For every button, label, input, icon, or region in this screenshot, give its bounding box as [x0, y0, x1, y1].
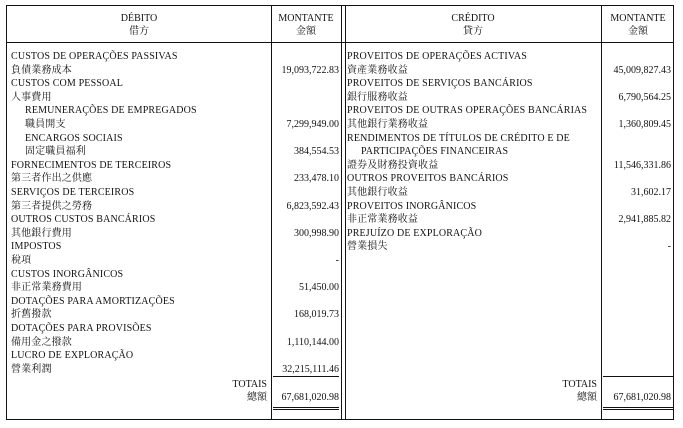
- credit-row-label: PREJUÍZO DE EXPLORAÇÃO: [347, 227, 482, 239]
- account-table: [6, 5, 674, 420]
- debit-row-label: CUSTOS COM PESSOAL: [11, 78, 123, 90]
- debit-row-amount: -: [335, 255, 339, 266]
- debit-totals-label-pt: TOTAIS: [232, 379, 267, 390]
- credit-row-amount: 45,009,827.43: [613, 64, 671, 76]
- credit-amount-header: [601, 12, 675, 38]
- debit-double-rule-1: [273, 407, 339, 408]
- debit-row-label: DOTAÇÕES PARA AMORTIZAÇÕES: [11, 295, 175, 307]
- credit-row-label: RENDIMENTOS DE TÍTULOS DE CRÉDITO E DE: [347, 132, 570, 144]
- credit-double-rule-1: [603, 407, 673, 408]
- debit-total-rule: [273, 376, 339, 377]
- amount-header-zh: 金額: [628, 26, 648, 37]
- credit-header: [345, 12, 601, 38]
- header-rule: [7, 42, 673, 43]
- debit-row-label: CUSTOS INORGÂNICOS: [11, 268, 124, 280]
- debit-row-label: CUSTOS DE OPERAÇÕES PASSIVAS: [11, 51, 178, 62]
- debit-row-amount: 233,478.10: [294, 173, 339, 185]
- credit-row-amount: 1,360,809.45: [618, 119, 671, 130]
- credit-row-amount: 31,602.17: [631, 187, 671, 198]
- credit-double-rule-2: [603, 409, 673, 410]
- debit-total-value: 67,681,020.98: [281, 392, 339, 403]
- debit-header: [7, 12, 271, 38]
- debit-header-zh: 借方: [129, 26, 149, 37]
- debit-amount-header: [271, 12, 341, 38]
- debit-row-label: ENCARGOS SOCIAIS: [25, 132, 123, 144]
- debit-row-label: IMPOSTOS: [11, 241, 62, 253]
- debit-row-amount: 6,823,592.43: [286, 200, 339, 212]
- credit-totals-label-zh: 總額: [577, 392, 597, 403]
- column-divider: [271, 6, 272, 419]
- amount-header-pt: MONTANTE: [610, 13, 666, 24]
- debit-row-amount: 1,110,144.00: [286, 336, 339, 348]
- credit-header-pt: CRÉDITO: [451, 13, 495, 24]
- debit-row-label: 固定職員福利: [25, 146, 86, 158]
- credit-row-amount: -: [667, 241, 671, 253]
- credit-row-label: PARTICIPAÇÕES FINANCEIRAS: [361, 146, 509, 158]
- debit-row-amount: 384,554.53: [294, 146, 339, 158]
- credit-row-label: PROVEITOS INORGÂNICOS: [347, 200, 477, 212]
- debit-row-amount: 300,998.90: [294, 227, 339, 239]
- debit-row-label: DOTAÇÕES PARA PROVISÕES: [11, 323, 152, 334]
- credit-row-label: PROVEITOS DE OPERAÇÕES ACTIVAS: [347, 51, 527, 62]
- debit-row-label: 非正常業務費用: [11, 282, 83, 294]
- debit-row-label: SERVIÇOS DE TERCEIROS: [11, 187, 135, 198]
- credit-row-amount: 2,941,885.82: [618, 214, 671, 226]
- amount-header-pt: MONTANTE: [278, 13, 334, 24]
- debit-row-amount: 19,093,722.83: [281, 64, 339, 76]
- debit-row-label: 其他銀行費用: [11, 227, 72, 239]
- debit-totals-label-zh: 總額: [247, 392, 267, 403]
- debit-row-label: 人事費用: [11, 91, 52, 103]
- credit-row-label: 其他銀行收益: [347, 187, 408, 198]
- debit-row-amount: 168,019.73: [294, 309, 339, 321]
- column-divider: [341, 6, 342, 419]
- debit-row-label: 稅項: [11, 255, 32, 266]
- credit-row-label: OUTROS PROVEITOS BANCÁRIOS: [347, 173, 509, 185]
- credit-row-label: 資產業務收益: [347, 64, 408, 76]
- column-divider: [601, 6, 602, 419]
- debit-row-label: 折舊撥款: [11, 309, 52, 321]
- debit-row-label: FORNECIMENTOS DE TERCEIROS: [11, 159, 172, 171]
- credit-row-label: 非正常業務收益: [347, 214, 419, 226]
- debit-row-label: REMUNERAÇÕES DE EMPREGADOS: [25, 105, 197, 117]
- credit-row-label: 銀行服務收益: [347, 91, 408, 103]
- amount-header-zh: 金額: [296, 26, 316, 37]
- credit-row-label: 營業損失: [347, 241, 388, 253]
- debit-row-label: 第三者作出之供應: [11, 173, 93, 185]
- debit-row-label: 備用金之撥款: [11, 336, 72, 348]
- debit-row-label: 負債業務成本: [11, 64, 72, 76]
- debit-row-label: 職員開支: [25, 119, 66, 130]
- column-divider: [345, 6, 346, 419]
- credit-row-label: 證券及財務投資收益: [347, 159, 439, 171]
- debit-row-amount: 32,215,111.46: [282, 363, 339, 375]
- credit-row-label: 其他銀行業務收益: [347, 119, 429, 130]
- credit-totals-label-pt: TOTAIS: [562, 379, 597, 390]
- credit-total-rule: [603, 376, 673, 377]
- debit-row-amount: 51,450.00: [299, 282, 339, 294]
- debit-row-label: OUTROS CUSTOS BANCÁRIOS: [11, 214, 156, 226]
- debit-row-label: 營業利潤: [11, 363, 52, 375]
- debit-header-pt: DÉBITO: [120, 13, 158, 24]
- credit-row-label: PROVEITOS DE SERVIÇOS BANCÁRIOS: [347, 78, 533, 90]
- credit-row-label: PROVEITOS DE OUTRAS OPERAÇÕES BANCÁRIAS: [347, 105, 588, 117]
- debit-double-rule-2: [273, 409, 339, 410]
- credit-total-value: 67,681,020.98: [613, 392, 671, 403]
- debit-row-label: LUCRO DE EXPLORAÇÃO: [11, 350, 134, 362]
- credit-header-zh: 貸方: [463, 26, 483, 37]
- debit-row-amount: 7,299,949.00: [286, 119, 339, 130]
- credit-row-amount: 11,546,331.86: [613, 159, 671, 171]
- credit-row-amount: 6,790,564.25: [618, 91, 671, 103]
- debit-row-label: 第三者提供之勞務: [11, 200, 93, 212]
